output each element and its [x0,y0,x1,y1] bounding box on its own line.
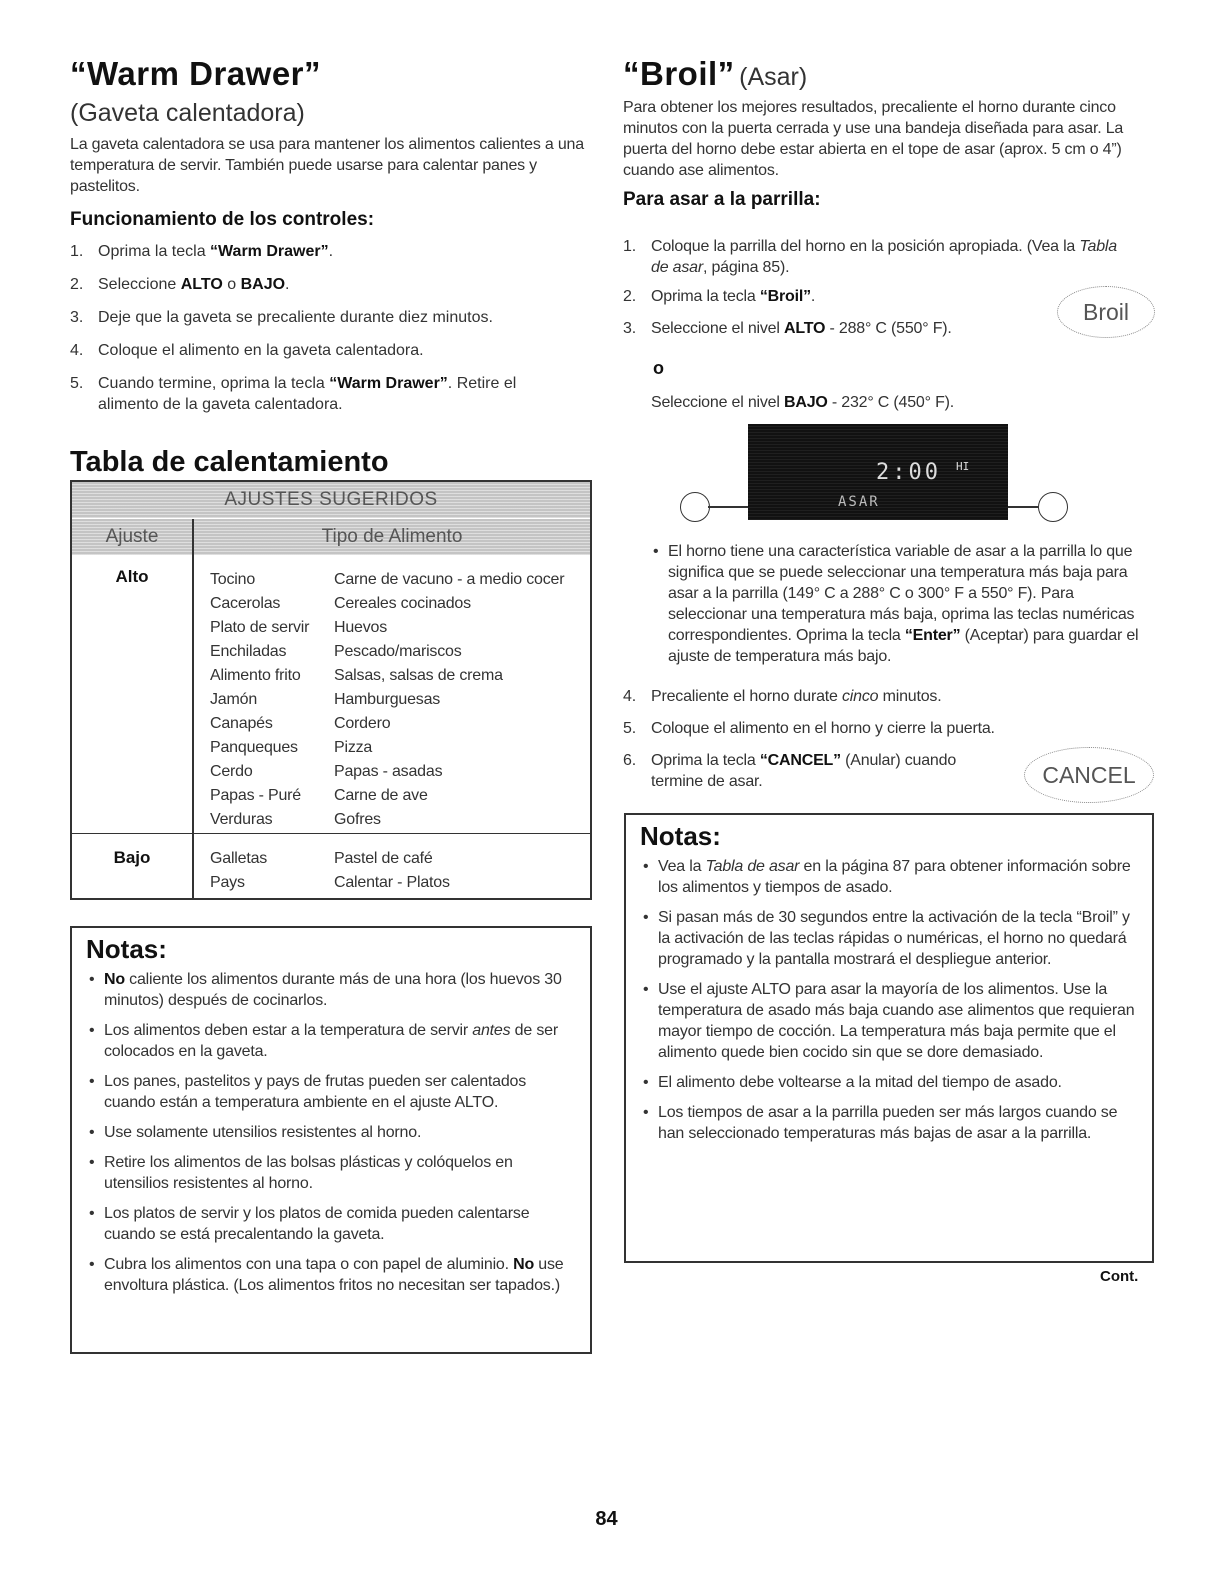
note-item: • Si pasan más de 30 segundos entre la activación de la tecla “Broil” y la activación de las teclas rápidas o numéricas, el horno no quedará programado y la pantalla mostrará el despliegue anterior. [643,909,1130,968]
note-item: • Los platos de servir y los platos de comida pueden calentarse cuando se está precalentando la gaveta. [89,1205,530,1243]
broil-steps-cont [623,686,1003,792]
oven-display [660,424,1060,534]
warm-drawer-section [70,55,595,415]
display-hi: HI [956,460,970,473]
note-item: • No caliente los alimentos durante más de una hora (los huevos 30 minutos) después de cocinarlos. [89,971,562,1009]
notes-title: Notas: [86,934,167,964]
table-row [72,555,590,834]
table-row [72,834,590,898]
table-cell-setting: Bajo [113,848,151,867]
note-item: • Los panes, pastelitos y pays de frutas pueden ser calentados cuando están a temperatura ambiente en el ajuste ALTO. [89,1073,527,1111]
continued-label: Cont. [1100,1268,1139,1285]
cancel-key-button[interactable]: CANCEL [1024,747,1154,803]
notes-title: Notas: [640,821,721,851]
variable-broil-note [650,541,1150,676]
step-item: 4. Coloque el alimento en la gaveta calentadora. [70,342,424,359]
table-super-header: AJUSTES SUGERIDOS [72,482,590,519]
table-col-header-row [72,519,590,555]
warm-drawer-intro: La gaveta calentadora se usa para mantener los alimentos calientes a una temperatura de servir. También puede usarse para calentar panes y pastelitos. [70,136,584,195]
step-item: 5. Cuando termine, oprima la tecla “Warm Drawer”. Retire el alimento de la gaveta calentadora. [70,375,517,413]
note-item: • El alimento debe voltearse a la mitad del tiempo de asado. [643,1074,1062,1091]
broil-intro: Para obtener los mejores resultados, precaliente el horno durante cinco minutos con la puerta cerrada y use una bandeja diseñada para asar. La puerta del horno debe estar abierta en el tope de asar (aprox. 5 cm o 4”) cuando ase alimentos. [623,99,1124,179]
broil-steps [623,236,1123,339]
broil-title-line [623,55,1153,93]
note-item: • El horno tiene una característica variable de asar a la parrilla lo que significa que se puede seleccionar una temperatura más baja para asar a la parrilla (149° C a 288° C o 300° F a 550° F). Para seleccionar una temperatura más baja, oprima las teclas numéricas correspondientes. Oprima la tecla “Enter” (Aceptar) para guardar el ajuste de temperatura más bajo. [653,543,1139,665]
note-item: • Los tiempos de asar a la parrilla pueden ser más largos cuando se han seleccionado temperaturas más bajas de asar a la parrilla. [643,1104,1118,1142]
step-item: 2. Seleccione ALTO o BAJO. [70,276,290,293]
step-item: 1. Oprima la tecla “Warm Drawer”. [70,243,334,260]
left-knob [680,492,710,522]
note-item: • Retire los alimentos de las bolsas plásticas y colóquelos en utensilios resistentes al horno. [89,1154,513,1192]
step-item: 2. Oprima la tecla “Broil”. [623,288,816,305]
broil-subtitle: (Asar) [739,63,808,91]
warm-drawer-title: “Warm Drawer” [70,55,322,92]
note-item: • Los alimentos deben estar a la temperatura de servir antes de ser colocados en la gaveta. [89,1022,558,1060]
table-col-b: Pastel de café Calentar - Platos [334,850,450,891]
display-time: 2:00 [876,460,941,485]
table-title: Tabla de calentamiento [70,446,389,478]
warm-drawer-notes-box [70,926,592,1354]
step-item: 6. Oprima la tecla “CANCEL” (Anular) cuando termine de asar. [623,752,957,790]
table-header-ajuste: Ajuste [72,519,194,555]
broil-notes-box [624,813,1154,1263]
table-col-b: Carne de vacuno - a medio cocer Cereales cocinados Huevos Pescado/mariscos Salsas, salsas de crema Hamburguesas Cordero Pizza Papas - asadas Carne de ave Gofres [334,571,565,828]
note-item: • Cubra los alimentos con una tapa o con papel de aluminio. No use envoltura plástica. (Los alimentos fritos no necesitan ser tapados.) [89,1256,564,1294]
page-number: 84 [595,1508,618,1530]
broil-key-button[interactable]: Broil [1057,286,1155,338]
broil-title: “Broil” [623,55,735,92]
step-item: 4. Precaliente el horno durate cinco minutos. [623,688,942,705]
note-item: • Use el ajuste ALTO para asar la mayoría de los alimentos. Use la temperatura de asado más baja cuando ase alimentos que requieran mayor tiempo de cocción. La temperatura más baja permite que el alimento quede bien cocido sin que se dore demasiado. [643,981,1135,1061]
controls-heading: Funcionamiento de los controles: [70,209,375,230]
table-cell-setting: Alto [115,567,149,586]
step-item: 5. Coloque el alimento en el horno y cierre la puerta. [623,720,995,737]
warm-drawer-subtitle: (Gaveta calentadora) [70,99,305,127]
heating-table [70,480,592,900]
display-mode: ASAR [838,494,880,510]
note-item: • Vea la Tabla de asar en la página 87 para obtener información sobre los alimentos y tiempos de asado. [643,858,1131,896]
or-label: o [653,358,664,378]
table-col-a: Galletas Pays [210,850,268,891]
note-item: • Use solamente utensilios resistentes al horno. [89,1124,422,1141]
warm-drawer-steps [70,241,595,415]
table-col-a: Tocino Cacerolas Plato de servir Enchiladas Alimento frito Jamón Canapés Panqueques Cerdo Papas - Puré Verduras [210,571,310,828]
right-knob [1038,492,1068,522]
step-item: 3. Seleccione el nivel ALTO - 288° C (550° F). [623,320,952,337]
step-item: 1. Coloque la parrilla del horno en la posición apropiada. (Vea la Tabla de asar, página 85). [623,238,1117,276]
broil-section [623,55,1153,211]
table-header-tipo: Tipo de Alimento [321,526,463,547]
step3-alt: Seleccione el nivel BAJO - 232° C (450° F). [651,394,955,411]
step-item: 3. Deje que la gaveta se precaliente durante diez minutos. [70,309,493,326]
broil-heading: Para asar a la parrilla: [623,189,821,210]
display-screen [748,424,1008,520]
